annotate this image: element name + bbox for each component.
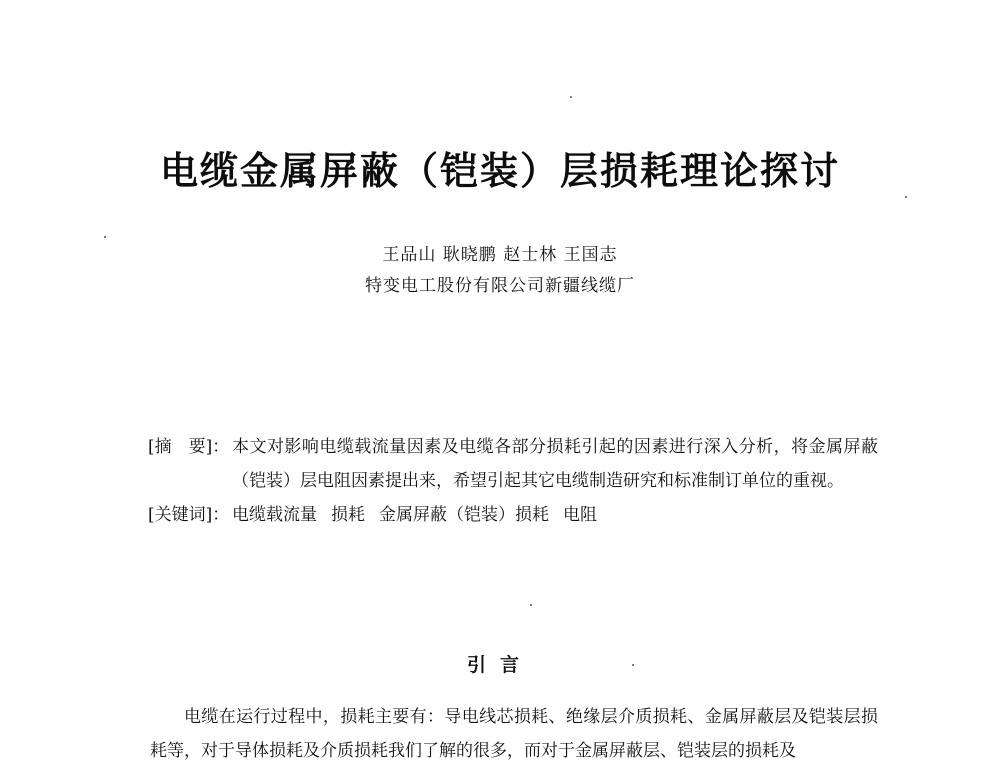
author-list: 王品山 耿晓鹏 赵士林 王国志 — [382, 245, 618, 265]
author-affiliation: 特变电工股份有限公司新疆线缆厂 — [365, 276, 635, 296]
scan-speck — [570, 96, 572, 98]
scan-speck — [905, 196, 907, 198]
abstract-label: [摘 要]： — [148, 437, 230, 457]
body-paragraph: 电缆在运行过程中，损耗主要有：导电线芯损耗、绝缘层介质损耗、金属屏蔽层及铠装层损耗等，对于导体损耗及介质损耗我们了解的很多，而对于金属屏蔽层、铠装层的损耗及 — [150, 707, 878, 761]
abstract-text: 本文对影响电缆载流量因素及电缆各部分损耗引起的因素进行深入分析，将金属屏蔽（铠装）层电阻因素提出来，希望引起其它电缆制造研究和标准制订单位的重视。 — [232, 437, 878, 491]
keywords-row — [148, 498, 878, 532]
keyword: 电阻 — [563, 505, 597, 525]
keyword: 电缆载流量 — [232, 505, 317, 525]
keyword: 损耗 — [331, 505, 365, 525]
section-heading: 引言 — [466, 654, 533, 676]
scan-speck — [530, 604, 532, 606]
keywords-label: [关键词]： — [148, 505, 230, 525]
abstract-row — [148, 430, 878, 498]
paper-title: 电缆金属屏蔽（铠装）层损耗理论探讨 — [159, 148, 840, 193]
abstract-block — [148, 430, 878, 532]
keyword: 金属屏蔽（铠装）损耗 — [379, 505, 549, 525]
scan-speck — [104, 236, 106, 238]
